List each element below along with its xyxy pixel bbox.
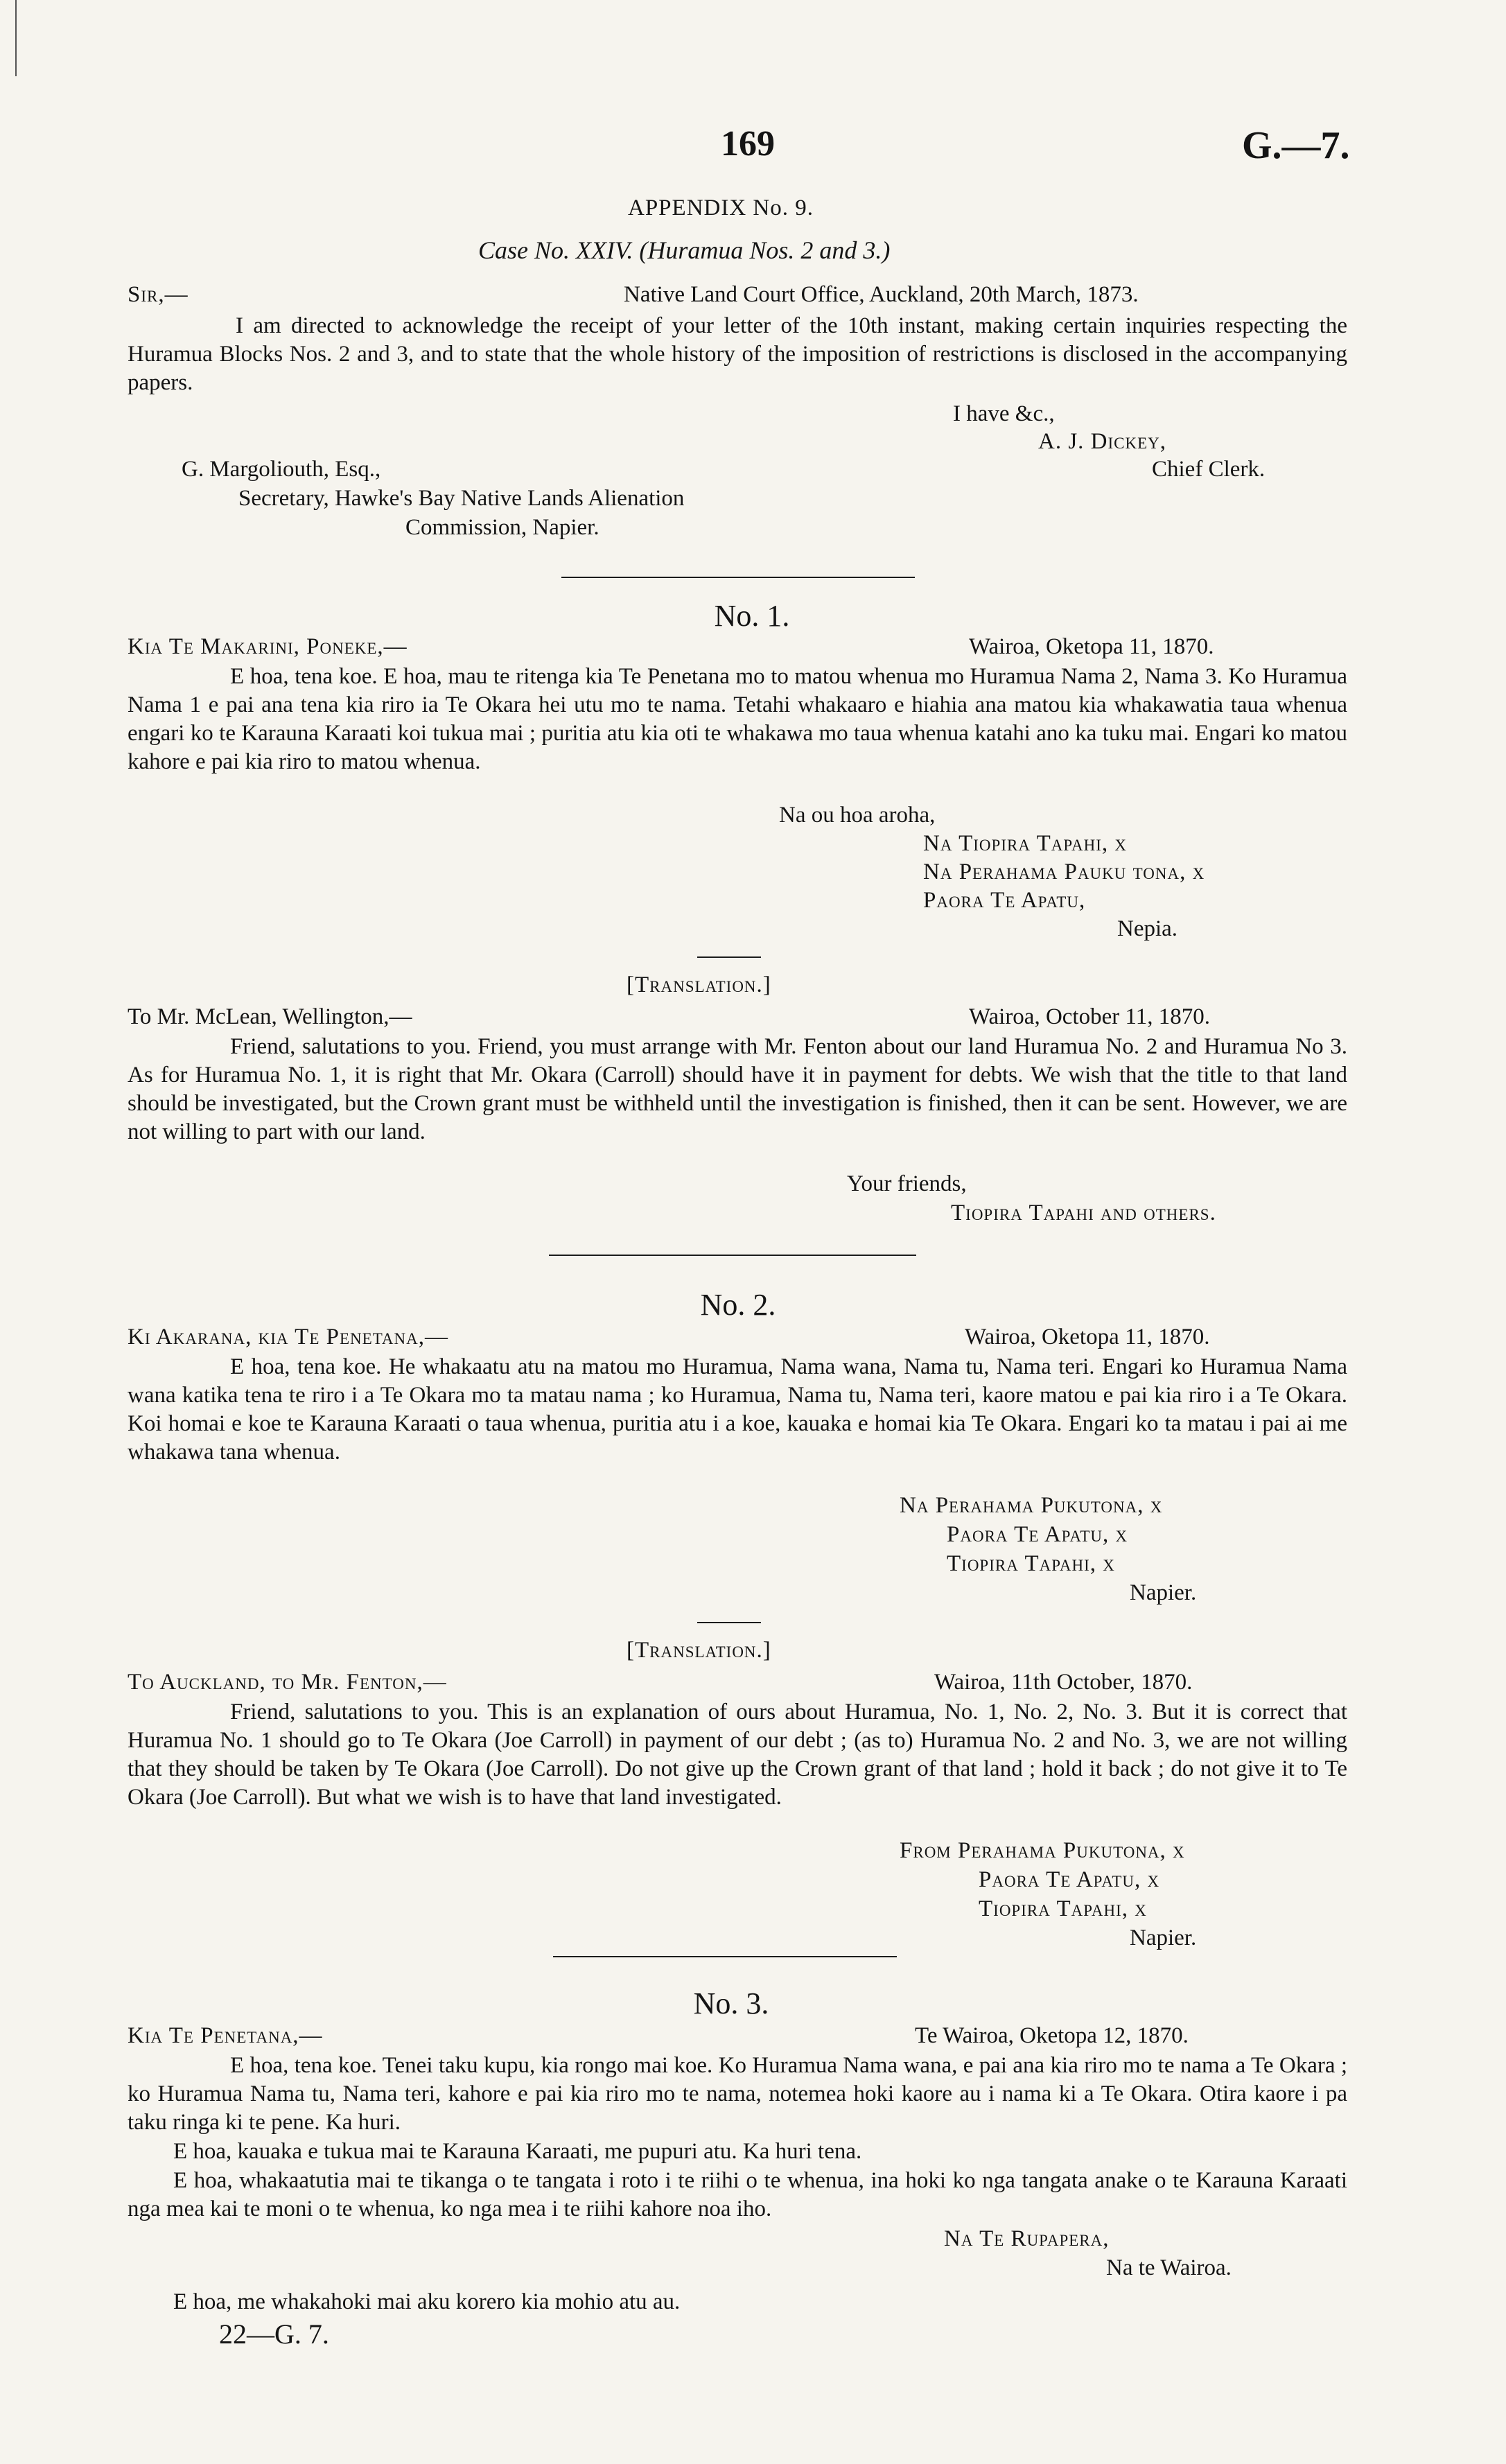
section-divider — [561, 577, 915, 578]
no3-heading: No. 3. — [693, 1986, 769, 2020]
no2-signature-1: Na Perahama Pukutona, x — [900, 1493, 1163, 1518]
no3-body-4: E hoa, me whakahoki mai aku korero kia mohio atu au. — [173, 2289, 681, 2314]
appendix-salutation: Sir,— — [128, 282, 189, 307]
no1-signature-1: Na Tiopira Tapahi, x — [923, 831, 1128, 856]
appendix-addressee-line2: Commission, Napier. — [405, 515, 599, 540]
appendix-signer: A. J. Dickey, — [1038, 429, 1167, 454]
document-reference: G.—7. — [1242, 124, 1350, 167]
no2-translation-addressee: To Auckland, to Mr. Fenton,— — [128, 1670, 447, 1695]
no3-body-2: E hoa, kauaka e tukua mai te Karauna Karaati, me pupuri atu. Ka huri tena. — [173, 2139, 862, 2164]
scan-edge-mark — [15, 0, 17, 76]
no1-translation-closing: Your friends, — [847, 1171, 967, 1196]
appendix-place-date: Native Land Court Office, Auckland, 20th March, 1873. — [624, 282, 1139, 307]
no2-translation-signature-place: Napier. — [1130, 1925, 1197, 1950]
no1-translation-place-date: Wairoa, October 11, 1870. — [969, 1004, 1211, 1029]
appendix-addressee-line1: Secretary, Hawke's Bay Native Lands Alienation — [238, 486, 685, 511]
no1-heading: No. 1. — [714, 599, 790, 633]
short-divider — [697, 1622, 761, 1623]
signature-mark: 22—G. 7. — [219, 2318, 329, 2350]
no3-signature-1: Na Te Rupapera, — [944, 2226, 1110, 2251]
appendix-closing: I have &c., — [953, 401, 1055, 426]
no3-addressee: Kia Te Penetana,— — [128, 2023, 323, 2048]
no2-translation-signature-1: From Perahama Pukutona, x — [900, 1838, 1185, 1863]
no1-closing: Na ou hoa aroha, — [779, 803, 936, 828]
no1-signature-place: Nepia. — [1117, 916, 1178, 941]
no3-body-1: E hoa, tena koe. Tenei taku kupu, kia rongo mai koe. Ko Huramua Nama wana, e pai ana kia riro mo te nama a Te Okara ; ko Huramua Nama tu, Nama teri, kahore e pai kia riro mo te nama, notemea hoki kaore au i nama ki a Te Okara. Otira kaore i pa taku ringa ki te pene. Ka huri. — [128, 2053, 1347, 2135]
no2-heading: No. 2. — [700, 1288, 776, 1322]
no2-translation-label: [Translation.] — [627, 1638, 771, 1663]
appendix-body: I am directed to acknowledge the receipt of your letter of the 10th instant, making certain inquiries respecting the Huramua Blocks Nos. 2 and 3, and to state that the whole history of the imposition of restrictions is disclosed in the accompanying papers. — [128, 313, 1347, 395]
no3-body-3: E hoa, whakaatutia mai te tikanga o te tangata i roto i te riihi o te whenua, ina hoki ko nga tangata anake o te Karauna Karaati nga mea kai te moni o te whenua, ko nga mea i te riihi kahore noa iho. — [128, 2168, 1347, 2221]
no3-place-date: Te Wairoa, Oketopa 12, 1870. — [915, 2023, 1189, 2048]
no1-signature-2: Na Perahama Pauku tona, x — [923, 859, 1205, 884]
no1-translation-addressee: To Mr. McLean, Wellington,— — [128, 1004, 412, 1029]
no2-signature-3: Tiopira Tapahi, x — [947, 1551, 1115, 1576]
appendix-title: APPENDIX No. 9. — [628, 195, 814, 220]
no2-signature-place: Napier. — [1130, 1580, 1197, 1605]
no1-body: E hoa, tena koe. E hoa, mau te ritenga kia Te Penetana mo to matou whenua mo Huramua Nama 2, Nama 3. Ko Huramua Nama 1 e pai ana tena kia riro ia Te Okara hei utu mo te nama. Tetahi whakaaro e hiahia ana matou kia whakawatia taua whenua engari ko te Karauna Karaati koi tukua mai ; puritia atu kia oti te whakawa mo taua whenua katahi ano ka tuku mai. Engari ko matou kahore e pai kia riro to matou whenua. — [128, 664, 1347, 774]
no1-signature-3: Paora Te Apatu, — [923, 888, 1086, 913]
no1-place-date: Wairoa, Oketopa 11, 1870. — [969, 634, 1214, 659]
no1-translation-label: [Translation.] — [627, 972, 771, 997]
no2-translation-place-date: Wairoa, 11th October, 1870. — [934, 1670, 1193, 1695]
no2-translation-signature-2: Paora Te Apatu, x — [979, 1867, 1160, 1892]
page-number: 169 — [721, 124, 775, 164]
appendix-addressee-name: G. Margoliouth, Esq., — [182, 457, 381, 482]
no2-translation-signature-3: Tiopira Tapahi, x — [979, 1896, 1147, 1921]
section-divider — [549, 1255, 916, 1256]
no1-translation-body: Friend, salutations to you. Friend, you must arrange with Mr. Fenton about our land Huramua No. 2 and Huramua No 3. As for Huramua No. 1, it is right that Mr. Okara (Carroll) should have it in payment for debts. We wish that the title to that land should be investigated, but the Crown grant must be withheld until the investigation is finished, then it can be sent. However, we are not willing to part with our land. — [128, 1034, 1347, 1144]
no2-addressee: Ki Akarana, kia Te Penetana,— — [128, 1325, 448, 1349]
section-divider — [553, 1956, 897, 1957]
no2-place-date: Wairoa, Oketopa 11, 1870. — [965, 1325, 1210, 1349]
no2-translation-body: Friend, salutations to you. This is an explanation of ours about Huramua, No. 1, No. 2, No. 3. But it is correct that Huramua No. 1 should go to Te Okara (Joe Carroll) in payment of our debt ; (as to) Huramua No. 2 and No. 3, we are not willing that they should be taken by Te Okara (Joe Carroll). Do not give up the Crown grant of that land ; hold it back ; do not give it to Te Okara (Joe Carroll). But what we wish is to have that land investigated. — [128, 1700, 1347, 1810]
appendix-signer-title: Chief Clerk. — [1152, 457, 1266, 482]
no1-translation-signature: Tiopira Tapahi and others. — [951, 1200, 1216, 1225]
case-title: Case No. XXIV. (Huramua Nos. 2 and 3.) — [478, 236, 891, 264]
no2-body: E hoa, tena koe. He whakaatu atu na matou mo Huramua, Nama wana, Nama tu, Nama teri. Engari ko Huramua Nama wana katika tena te riro i a Te Okara mo ta matau nama ; ko Huramua, Nama tu, Nama teri, kaore matou e pai kia riro i a Te Okara. Koi homai e koe te Karauna Karaati o taua whenua, puritia atu i a koe, kauaka e homai kia Te Okara. Engari ko ta matau i pai ai me whakawa tana whenua. — [128, 1354, 1347, 1465]
no3-signature-2: Na te Wairoa. — [1106, 2255, 1232, 2280]
no1-addressee: Kia Te Makarini, Poneke,— — [128, 634, 408, 659]
short-divider — [697, 956, 761, 958]
no2-signature-2: Paora Te Apatu, x — [947, 1522, 1128, 1547]
